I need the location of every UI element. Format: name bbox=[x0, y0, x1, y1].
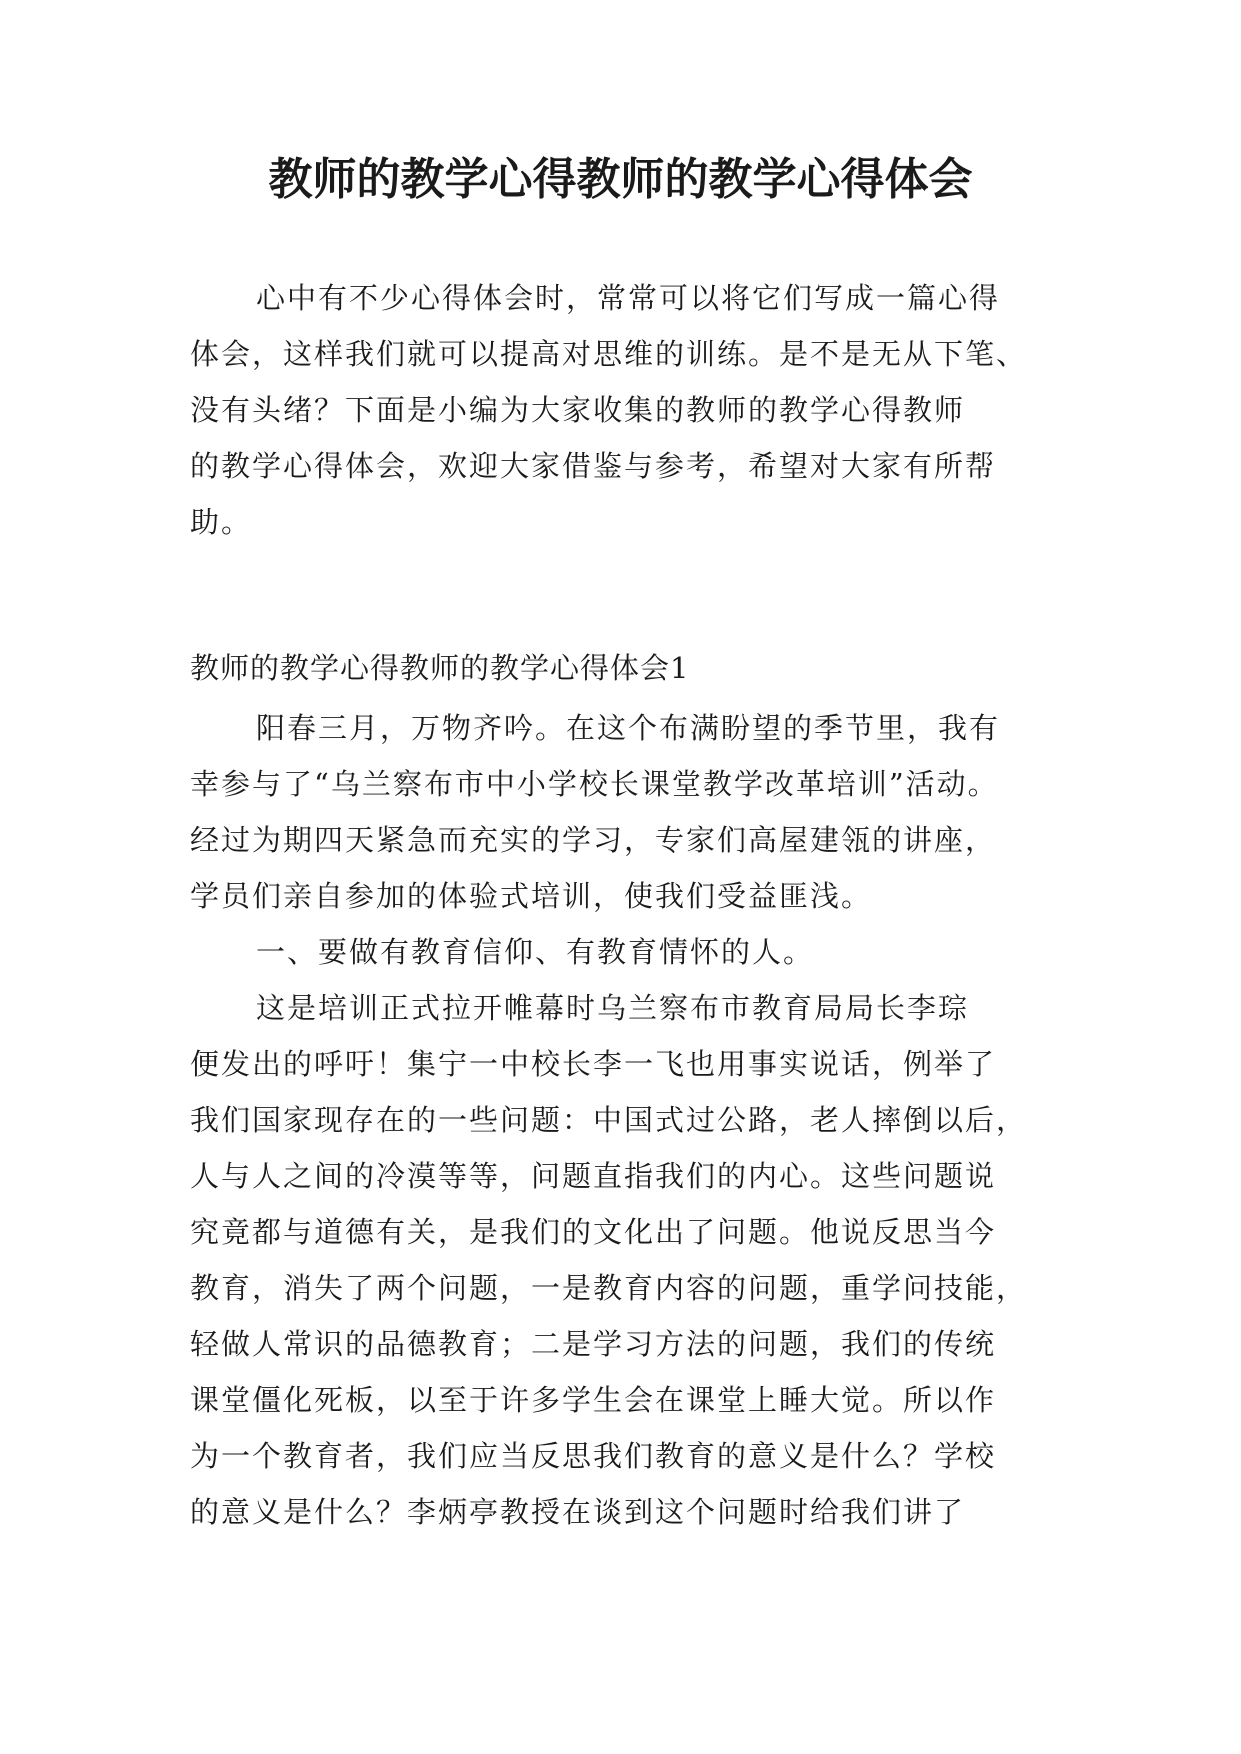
body-line: 经过为期四天紧急而充实的学习，专家们高屋建瓴的讲座， bbox=[190, 823, 997, 857]
body-line: 的意义是什么？李炳亭教授在谈到这个问题时给我们讲了 bbox=[190, 1495, 966, 1529]
intro-line: 没有头绪？下面是小编为大家收集的教师的教学心得教师 bbox=[190, 393, 966, 427]
body-line: 便发出的呼吁！集宁一中校长李一飞也用事实说话，例举了 bbox=[190, 1047, 997, 1081]
body-line: 轻做人常识的品德教育；二是学习方法的问题，我们的传统 bbox=[190, 1327, 997, 1361]
body-line: 教育，消失了两个问题，一是教育内容的问题，重学问技能， bbox=[190, 1271, 1028, 1305]
section-body bbox=[190, 700, 1070, 1540]
body-line: 我们国家现存在的一些问题：中国式过公路，老人摔倒以后， bbox=[190, 1103, 1028, 1137]
body-line: 人与人之间的冷漠等等，问题直指我们的内心。这些问题说 bbox=[190, 1159, 997, 1193]
body-line: 阳春三月，万物齐吟。在这个布满盼望的季节里，我有 bbox=[256, 711, 1001, 745]
intro-line: 心中有不少心得体会时，常常可以将它们写成一篇心得 bbox=[256, 281, 1001, 315]
body-line: 这是培训正式拉开帷幕时乌兰察布市教育局局长李琮 bbox=[256, 991, 970, 1025]
intro-line: 体会，这样我们就可以提高对思维的训练。是不是无从下笔、 bbox=[190, 337, 1028, 371]
body-line: 课堂僵化死板，以至于许多学生会在课堂上睡大觉。所以作 bbox=[190, 1383, 997, 1417]
intro-line: 助。 bbox=[190, 505, 253, 539]
section-heading: 教师的教学心得教师的教学心得体会1 bbox=[190, 651, 690, 685]
body-line: 学员们亲自参加的体验式培训，使我们受益匪浅。 bbox=[190, 879, 873, 913]
body-line: 一、要做有教育信仰、有教育情怀的人。 bbox=[256, 935, 815, 969]
document-title: 教师的教学心得教师的教学心得体会 bbox=[268, 154, 973, 205]
body-line: 究竟都与道德有关，是我们的文化出了问题。他说反思当今 bbox=[190, 1215, 997, 1249]
body-line: 为一个教育者，我们应当反思我们教育的意义是什么？学校 bbox=[190, 1439, 997, 1473]
intro-paragraph bbox=[190, 270, 1070, 550]
body-line: 幸参与了“乌兰察布市中小学校长课堂教学改革培训”活动。 bbox=[190, 767, 999, 801]
intro-line: 的教学心得体会，欢迎大家借鉴与参考，希望对大家有所帮 bbox=[190, 449, 997, 483]
